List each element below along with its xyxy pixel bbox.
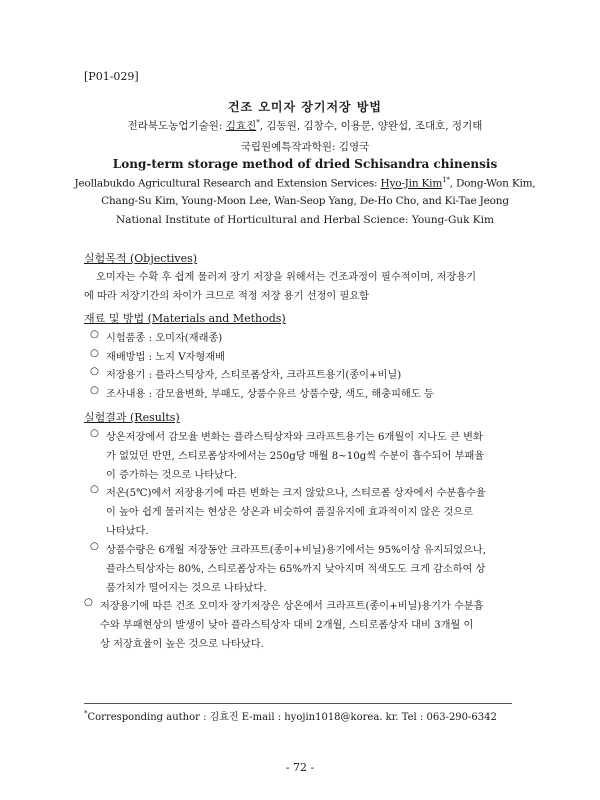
results-line: 이 높아 쉽게 물러지는 현상은 상온과 비슷하여 품질유지에 효과적이지 않은 것으로 (106, 507, 473, 518)
footnote-divider (84, 703, 512, 704)
bullet-icon: ○ (90, 366, 99, 377)
bullet-icon: ○ (90, 385, 99, 396)
title-korean: 건조 오미자 장기저장 방법 (227, 100, 383, 114)
objectives-line: 에 따라 저장기간의 차이가 크므로 적정 저장 용기 선정이 필요함 (84, 291, 370, 302)
results-line: 상품수량은 6개월 저장동안 크라프트(종이+비닐)용기에서는 95%이상 유지되었으나, (106, 545, 486, 556)
corresponding-author-footnote: *Corresponding author : 김효진 E-mail : hyojin1018@korea. kr. Tel : 063-290-6342 (84, 709, 497, 723)
title-english: Long-term storage method of dried Schisandra chinensis (112, 157, 498, 171)
bullet-icon: ○ (90, 348, 99, 359)
methods-item: 조사내용 : 감모율변화, 부패도, 상품수유르 상품수량, 색도, 해충피해도 등 (106, 389, 434, 400)
results-line: 저온(5℃)에서 저장용기에 따른 변화는 크지 않았으나, 스티로폼 상자에서 수분흡수율 (106, 488, 486, 499)
bullet-icon: ○ (90, 541, 99, 552)
results-line: 가 없었던 반면, 스티로폼상자에서는 250g당 매월 8~10g씩 수분이 흡수되어 부패율 (106, 451, 485, 462)
first-author-english: Hyo-Jin Kim (380, 177, 443, 190)
bullet-icon: ○ (90, 484, 99, 495)
first-author-korean: 김효진 (225, 120, 257, 132)
objectives-heading: 실험목적 (Objectives) (84, 252, 198, 265)
page-number: - 72 - (285, 761, 315, 774)
conclusion-line: 상 저장효율이 높은 것으로 나타났다. (100, 639, 264, 650)
results-line: 이 증가하는 것으로 나타났다. (106, 470, 238, 481)
results-line: 나타났다. (106, 526, 149, 537)
results-line: 품가치가 떨어지는 것으로 나타났다. (106, 583, 267, 594)
results-line: 상온저장에서 감모율 변화는 플라스틱상자와 크라프트용기는 6개월이 지나도 큰 변화 (106, 432, 483, 443)
bullet-icon: ○ (84, 597, 93, 608)
institution-english: National Institute of Horticultural and Herbal Science: Young-Guk Kim (116, 214, 494, 226)
bullet-icon: ○ (90, 329, 99, 340)
authors-english-line-1: Jeollabukdo Agricultural Research and Extension Services: Hyo-Jin Kim$^{1*}$, Dong-Won Kim, (74, 176, 536, 190)
objectives-line: 오미자는 수확 후 쉽게 물러져 장기 저장을 위해서는 건조과정이 필수적이며, 저장용기 (96, 272, 477, 283)
conclusion-line: 저장용기에 따른 건조 오미자 장기저장은 상온에서 크라프트(종이+비닐)용기가 수분흡 (100, 601, 484, 612)
bullet-icon: ○ (90, 428, 99, 439)
authors-english-line-2: Chang-Su Kim, Young-Moon Lee, Wan-Seop Yang, De-Ho Cho, and Ki-Tae Jeong (101, 195, 509, 207)
methods-item: 재배방법 : 노지 V자형재배 (106, 352, 225, 363)
conclusion-line: 수와 부패현상의 발생이 낮아 플라스틱상자 대비 2개월, 스티로폼상자 대비 3개월 이 (100, 620, 474, 631)
institution-korean: 국립원예특작과학원: 김영국 (240, 141, 370, 153)
authors-korean: 전라북도농업기술원: 김효진*, 김동원, 김창수, 이용문, 양완섭, 조대호, 정기태 (127, 118, 483, 132)
results-line: 플라스틱상자는 80%, 스티로폼상자는 65%까지 낮아지며 적색도도 크게 감소하여 상 (106, 564, 486, 575)
methods-item: 저장용기 : 플라스틱상자, 스티로폼상자, 크라프트용기(종이+비닐) (106, 370, 402, 381)
paper-code: [P01-029] (84, 70, 139, 83)
methods-item: 시험품종 : 오미자(재래종) (106, 333, 223, 344)
methods-heading: 재료 및 방법 (Materials and Methods) (84, 312, 286, 325)
results-heading: 실험결과 (Results) (84, 411, 180, 424)
